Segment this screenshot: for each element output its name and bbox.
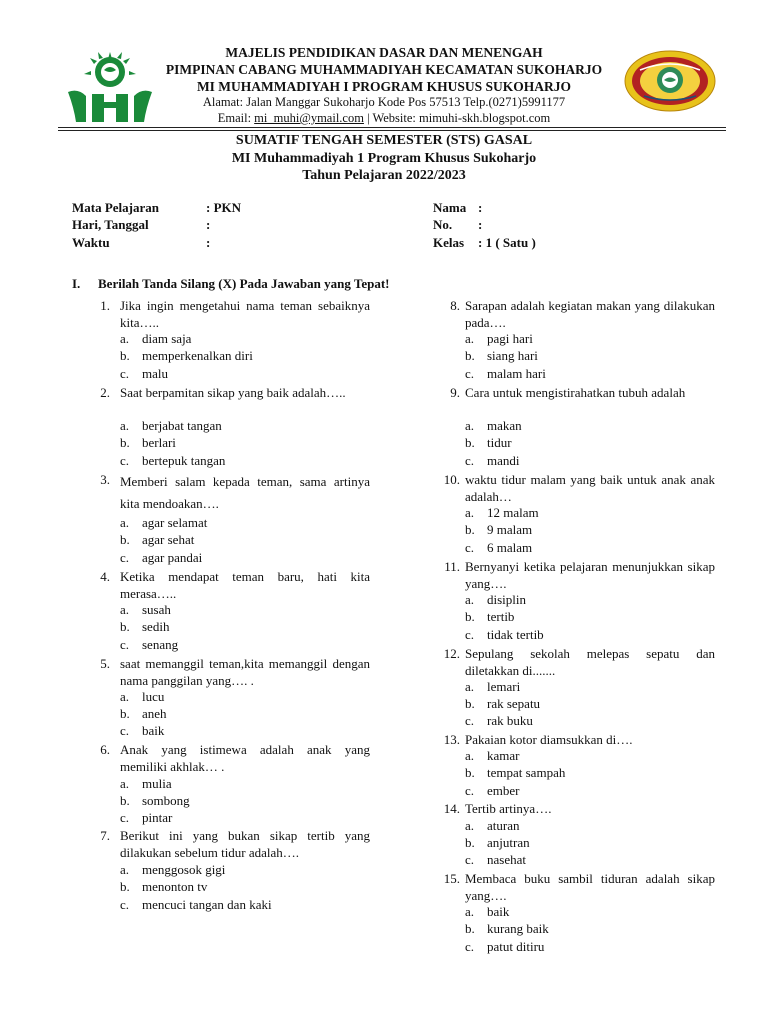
class-value: : 1 ( Satu ) xyxy=(478,235,536,250)
option-text: disiplin xyxy=(487,592,527,607)
option-text: sombong xyxy=(142,793,190,808)
option-letter: c. xyxy=(120,810,130,825)
question-text: Jika ingin mengetahui nama teman sebaiknya kita….. xyxy=(120,298,370,331)
time-value[interactable]: : xyxy=(206,235,211,250)
letterhead-line-3: MI MUHAMMADIYAH I PROGRAM KHUSUS SUKOHARJO xyxy=(196,79,572,94)
option-letter: c. xyxy=(120,366,130,381)
option-letter: a. xyxy=(120,515,130,530)
question-number: 14. xyxy=(443,801,460,816)
option-letter: a. xyxy=(465,818,475,833)
option-text: baik xyxy=(142,723,165,738)
option-text: kamar xyxy=(487,748,520,763)
question-text: Anak yang istimewa adalah anak yang memiliki akhlak… . xyxy=(120,742,370,775)
option-text: malam hari xyxy=(487,366,546,381)
option-text: berlari xyxy=(142,435,176,450)
option-text: pagi hari xyxy=(487,331,533,346)
question-text: Tertib artinya…. xyxy=(465,801,552,816)
question-text: Bernyanyi ketika pelajaran menunjukkan sikap yang…. xyxy=(465,559,715,592)
option-letter: c. xyxy=(465,366,475,381)
option-letter: a. xyxy=(120,331,130,346)
option-letter: a. xyxy=(120,602,130,617)
option-text: mencuci tangan dan kaki xyxy=(142,897,272,912)
question-number: 10. xyxy=(443,472,460,487)
option-letter: c. xyxy=(465,783,475,798)
section-number: I. xyxy=(72,276,81,291)
option-text: agar pandai xyxy=(142,550,203,565)
option-text: 12 malam xyxy=(487,505,539,520)
option-text: 9 malam xyxy=(487,522,533,537)
option-text: patut ditiru xyxy=(487,939,545,954)
section-title: Berilah Tanda Silang (X) Pada Jawaban yang Tepat! xyxy=(98,276,390,291)
option-text: susah xyxy=(142,602,171,617)
option-text: tempat sampah xyxy=(487,765,566,780)
option-text: berjabat tangan xyxy=(142,418,222,433)
option-text: menggosok gigi xyxy=(142,862,226,877)
option-letter: b. xyxy=(120,793,130,808)
question-number: 5. xyxy=(100,656,110,671)
question-text: Membaca buku sambil tiduran adalah sikap yang…. xyxy=(465,871,715,904)
option-text: memperkenalkan diri xyxy=(142,348,253,363)
option-letter: b. xyxy=(120,435,130,450)
letterhead-line-2: PIMPINAN CABANG MUHAMMADIYAH KECAMATAN SUKOHARJO xyxy=(165,62,603,77)
option-letter: c. xyxy=(465,939,475,954)
letterhead-line-1: MAJELIS PENDIDIKAN DASAR DAN MENENGAH xyxy=(225,45,543,60)
option-letter: a. xyxy=(120,689,130,704)
option-letter: b. xyxy=(120,348,130,363)
question-text: Sepulang sekolah melepas sepatu dan diletakkan di....... xyxy=(465,646,715,679)
question-number: 2. xyxy=(100,385,110,400)
option-text: kurang baik xyxy=(487,921,549,936)
question-number: 15. xyxy=(443,871,460,886)
option-letter: b. xyxy=(465,835,475,850)
option-text: diam saja xyxy=(142,331,192,346)
class-label: Kelas xyxy=(433,235,465,250)
question-text: Berikut ini yang bukan sikap tertib yang dilakukan sebelum tidur adalah…. xyxy=(120,828,370,861)
question-number: 3. xyxy=(100,472,110,487)
option-text: agar sehat xyxy=(142,532,195,547)
option-letter: b. xyxy=(465,696,475,711)
number-value[interactable]: : xyxy=(478,217,483,232)
question-number: 1. xyxy=(100,298,110,313)
option-text: nasehat xyxy=(487,852,526,867)
question-text: Ketika mendapat teman baru, hati kita merasa….. xyxy=(120,569,370,602)
option-letter: a. xyxy=(465,904,475,919)
option-letter: b. xyxy=(465,765,475,780)
question-text: Pakaian kotor diamsukkan di…. xyxy=(465,732,633,747)
question-text: Sarapan adalah kegiatan makan yang dilakukan pada…. xyxy=(465,298,715,331)
question-text: Memberi salam kepada teman, sama artinya kita mendoakan…. xyxy=(120,474,370,511)
number-label: No. xyxy=(433,217,453,232)
option-letter: c. xyxy=(465,852,475,867)
header-divider xyxy=(58,127,726,128)
option-letter: c. xyxy=(120,723,130,738)
subject-value: : PKN xyxy=(206,200,242,215)
option-text: agar selamat xyxy=(142,515,208,530)
question-number: 13. xyxy=(443,732,460,747)
option-letter: b. xyxy=(120,706,130,721)
option-text: sedih xyxy=(142,619,170,634)
option-text: tertib xyxy=(487,609,515,624)
option-letter: a. xyxy=(465,679,475,694)
email-link[interactable]: mi_muhi@ymail.com xyxy=(254,111,364,125)
website-text: | Website: mimuhi-skh.blogspot.com xyxy=(363,111,551,125)
time-label: Waktu xyxy=(72,235,110,250)
exam-year: Tahun Pelajaran 2022/2023 xyxy=(302,168,466,183)
option-text: lemari xyxy=(487,679,521,694)
option-letter: c. xyxy=(120,897,130,912)
option-letter: c. xyxy=(465,713,475,728)
option-text: siang hari xyxy=(487,348,538,363)
option-letter: a. xyxy=(465,592,475,607)
option-text: baik xyxy=(487,904,510,919)
date-label: Hari, Tanggal xyxy=(72,217,149,232)
option-text: anjutran xyxy=(487,835,530,850)
date-value[interactable]: : xyxy=(206,217,211,232)
option-text: makan xyxy=(487,418,522,433)
question-text: Cara untuk mengistirahatkan tubuh adalah xyxy=(465,385,686,400)
option-text: tidak tertib xyxy=(487,627,544,642)
option-text: tidur xyxy=(487,435,512,450)
name-label: Nama xyxy=(433,200,467,215)
option-text: bertepuk tangan xyxy=(142,453,226,468)
option-letter: a. xyxy=(465,505,475,520)
question-number: 8. xyxy=(450,298,460,313)
option-text: pintar xyxy=(142,810,173,825)
option-letter: a. xyxy=(465,418,475,433)
option-text: mulia xyxy=(142,776,172,791)
option-letter: a. xyxy=(465,331,475,346)
option-text: ember xyxy=(487,783,520,798)
option-text: rak sepatu xyxy=(487,696,541,711)
option-letter: a. xyxy=(120,862,130,877)
question-number: 6. xyxy=(100,742,110,757)
option-letter: a. xyxy=(120,418,130,433)
option-letter: c. xyxy=(465,540,475,555)
option-letter: b. xyxy=(465,435,475,450)
option-letter: b. xyxy=(465,348,475,363)
letterhead-address: Alamat: Jalan Manggar Sukoharjo Kode Pos 57513 Telp.(0271)5991177 xyxy=(202,95,566,109)
exam-school: MI Muhammadiyah 1 Program Khusus Sukoharjo xyxy=(231,151,537,166)
header-divider-thin xyxy=(58,130,726,131)
option-text: aturan xyxy=(487,818,520,833)
question-number: 12. xyxy=(443,646,460,661)
option-text: menonton tv xyxy=(142,879,208,894)
question-text: waktu tidur malam yang baik untuk anak anak adalah… xyxy=(465,472,715,505)
option-letter: c. xyxy=(465,453,475,468)
option-text: malu xyxy=(142,366,168,381)
question-text: Saat berpamitan sikap yang baik adalah….. xyxy=(120,385,346,400)
name-value[interactable]: : xyxy=(478,200,483,215)
option-text: senang xyxy=(142,637,179,652)
subject-label: Mata Pelajaran xyxy=(72,200,160,215)
question-number: 9. xyxy=(450,385,460,400)
question-number: 7. xyxy=(100,828,110,843)
letterhead-contact xyxy=(0,111,768,126)
option-text: mandi xyxy=(487,453,520,468)
question-text: saat memanggil teman,kita memanggil dengan nama panggilan yang…. . xyxy=(120,656,370,689)
option-text: 6 malam xyxy=(487,540,533,555)
option-letter: a. xyxy=(465,748,475,763)
option-text: lucu xyxy=(142,689,165,704)
question-number: 11. xyxy=(444,559,460,574)
option-letter: b. xyxy=(120,619,130,634)
option-letter: b. xyxy=(120,532,130,547)
option-letter: b. xyxy=(465,921,475,936)
option-letter: a. xyxy=(120,776,130,791)
option-letter: b. xyxy=(465,609,475,624)
question-number: 4. xyxy=(100,569,110,584)
option-letter: b. xyxy=(120,879,130,894)
email-label: Email: xyxy=(217,111,255,125)
school-logo xyxy=(624,50,716,112)
option-letter: c. xyxy=(465,627,475,642)
option-letter: c. xyxy=(120,453,130,468)
option-text: rak buku xyxy=(487,713,533,728)
option-text: aneh xyxy=(142,706,167,721)
option-letter: c. xyxy=(120,550,130,565)
option-letter: b. xyxy=(465,522,475,537)
exam-title: SUMATIF TENGAH SEMESTER (STS) GASAL xyxy=(235,133,533,148)
option-letter: c. xyxy=(120,637,130,652)
